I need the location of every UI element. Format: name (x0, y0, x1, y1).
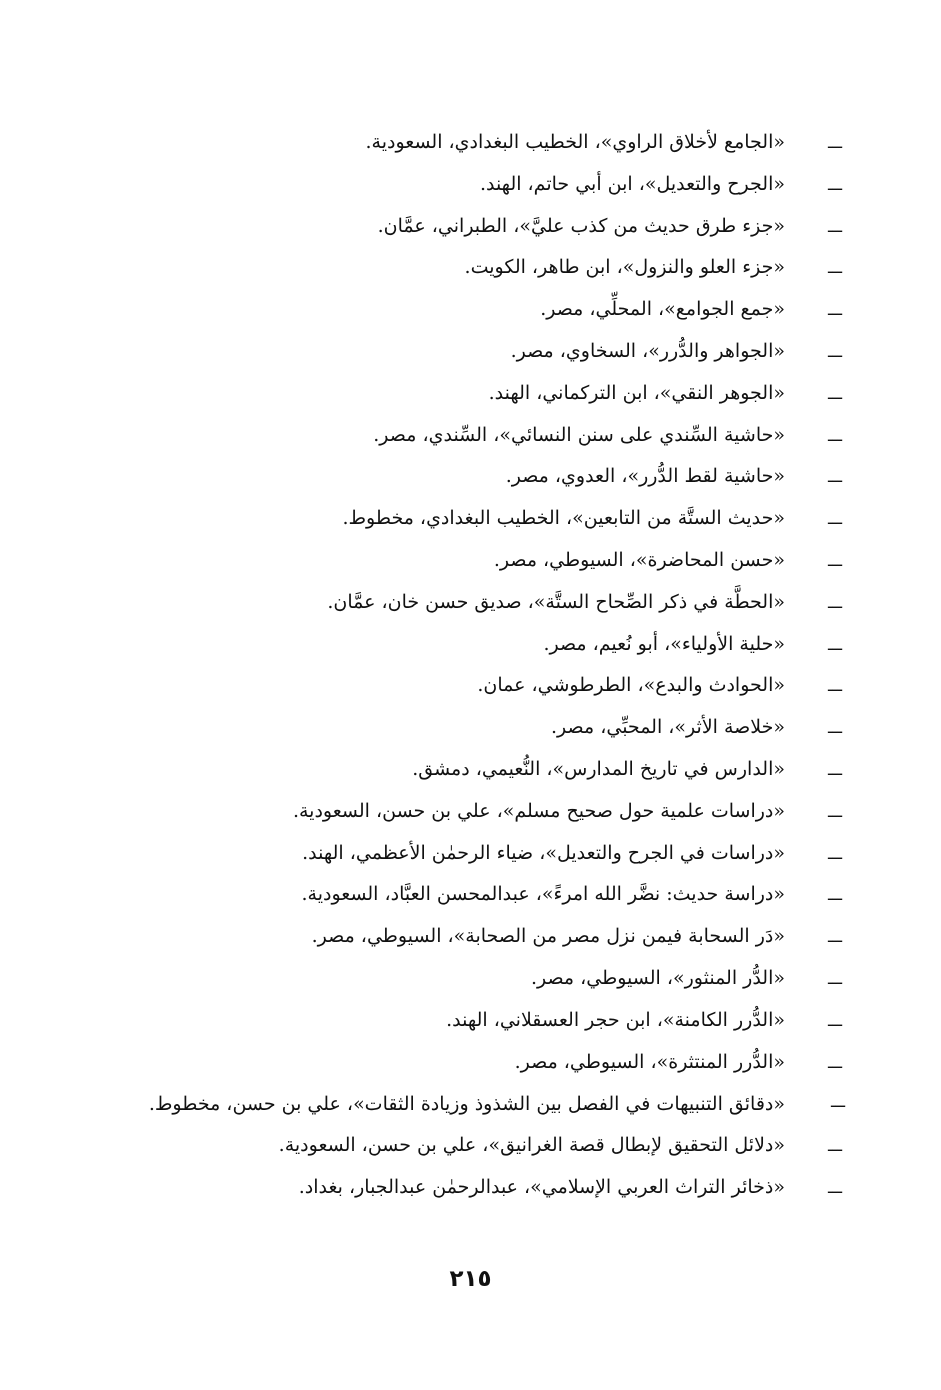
dash-bullet: ـــ (827, 1136, 843, 1156)
entry-text: «حاشية لقط الدُّرر»، العدوي، مصر. (505, 465, 785, 488)
dash-bullet: ـــ (827, 133, 843, 152)
bibliography-entry (100, 206, 845, 248)
page-number: ٢١٥ (449, 1266, 492, 1292)
bibliography-entry (100, 582, 845, 624)
dash-bullet: ـــ (827, 634, 843, 654)
entry-text: «خلاصة الأثر»، المحبِّي، مصر. (551, 716, 785, 739)
entry-text: «جمع الجوامع»، المحلِّي، مصر. (540, 298, 785, 321)
dash-bullet: ـــ (827, 174, 843, 194)
bibliography-entry (100, 624, 845, 666)
dash-bullet: ـــ (827, 258, 843, 278)
entry-text: «الحوادث والبدع»، الطرطوشي، عمان. (477, 674, 785, 697)
entry-text: «الدُّر المنثور»، السيوطي، مصر. (530, 966, 785, 989)
dash-bullet: ـــ (827, 676, 843, 696)
bibliography-entry (100, 791, 845, 833)
bibliography-entry (100, 498, 845, 540)
entry-text: «ذخائر التراث العربي الإسلامي»، عبدالرحمٰن عبدالجبار، بغداد. (298, 1176, 785, 1199)
entry-text: «الجامع لأخلاق الراوي»، الخطيب البغدادي، السعودية. (365, 131, 785, 153)
bibliography-entry (100, 833, 845, 875)
bibliography-entry (100, 373, 845, 415)
dash-bullet: ـــ (827, 968, 843, 988)
dash-bullet: ـــ (827, 1178, 843, 1198)
entry-text: «دراسة حديث: نضَّر الله امرءً»، عبدالمحسن العبَّاد، السعودية. (301, 883, 785, 906)
bibliography-entry (100, 1167, 845, 1209)
dash-bullet: ـــ (827, 592, 843, 612)
dash-bullet: ـــ (827, 927, 843, 947)
entry-text: «الدارس في تاريخ المدارس»، النُّعيمي، دمشق. (412, 757, 785, 780)
dash-bullet: ـــ (827, 425, 843, 445)
bibliography-entry (100, 415, 845, 457)
entry-text: «دراسات في الجرح والتعديل»، ضياء الرحمٰن الأعظمي، الهند. (302, 841, 785, 864)
dash-bullet: ـــ (830, 1092, 845, 1112)
entry-text: «دلائل التحقيق لإبطال قصة الغرانيق»، علي بن حسن، السعودية. (278, 1134, 785, 1157)
dash-bullet: ـــ (827, 1010, 843, 1030)
dash-bullet: ـــ (827, 1052, 843, 1072)
dash-bullet: ـــ (827, 718, 843, 738)
dash-bullet: ـــ (827, 383, 843, 403)
entry-text: «حسن المحاضرة»، السيوطي، مصر. (493, 548, 785, 571)
bibliography-entry (100, 1083, 845, 1125)
bibliography-entry (100, 331, 845, 373)
entry-text: «حاشية السِّندي على سنن النسائي»، السِّندي، مصر. (373, 423, 785, 446)
entry-text: «الجواهر والدُّرر»، السخاوي، مصر. (510, 339, 785, 362)
dash-bullet: ـــ (827, 843, 843, 863)
dash-bullet: ـــ (827, 885, 843, 905)
dash-bullet: ـــ (827, 550, 843, 570)
entry-text: «حلية الأولياء»، أبو نُعيم، مصر. (543, 632, 785, 655)
bibliography-entry (100, 164, 845, 206)
entry-text: «حديث الستَّة من التابعين»، الخطيب البغدادي، مخطوط. (342, 507, 785, 530)
bibliography-entry (100, 665, 845, 707)
bibliography-entry (100, 1042, 845, 1084)
dash-bullet: ـــ (827, 216, 843, 236)
bibliography-entry (100, 749, 845, 791)
entry-text: «دقائق التنبيهات في الفصل بين الشذوذ وزيادة الثقات»، علي بن حسن، مخطوط. (148, 1093, 785, 1116)
dash-bullet: ـــ (827, 801, 843, 821)
bibliography-entry (100, 916, 845, 958)
entry-text: «الدُّرر المنتثرة»، السيوطي، مصر. (514, 1050, 785, 1073)
entry-text: «الجوهر النقي»، ابن التركماني، الهند. (488, 381, 785, 404)
dash-bullet: ـــ (827, 467, 843, 487)
dash-bullet: ـــ (827, 759, 843, 779)
bibliography-entry (100, 247, 845, 289)
entry-text: «دَر السحابة فيمن نزل مصر من الصحابة»، السيوطي، مصر. (311, 925, 785, 948)
bibliography-list (100, 122, 845, 1209)
dash-bullet: ـــ (827, 341, 843, 361)
bibliography-entry (100, 540, 845, 582)
entry-text: «جزء طرق حديث من كذب عليَّ»، الطبراني، عمَّان. (377, 214, 785, 237)
entry-text: «دراسات علمية حول صحيح مسلم»، علي بن حسن، السعودية. (292, 799, 785, 822)
bibliography-entry (100, 874, 845, 916)
bibliography-entry (100, 1125, 845, 1167)
dash-bullet: ـــ (827, 300, 843, 320)
bibliography-entry (100, 456, 845, 498)
dash-bullet: ـــ (827, 509, 843, 529)
bibliography-entry (100, 1000, 845, 1042)
bibliography-entry (100, 122, 845, 164)
bibliography-entry (100, 289, 845, 331)
entry-text: «الحطَّة في ذكر الصِّحاح الستَّة»، صديق حسن خان، عمَّان. (327, 590, 785, 613)
bibliography-entry (100, 707, 845, 749)
entry-text: «جزء العلو والنزول»، ابن طاهر، الكويت. (464, 256, 785, 279)
entry-text: «الجرح والتعديل»، ابن أبي حاتم، الهند. (479, 172, 785, 195)
bibliography-entry (100, 958, 845, 1000)
entry-text: «الدُّرر الكامنة»، ابن حجر العسقلاني، الهند. (446, 1008, 785, 1031)
